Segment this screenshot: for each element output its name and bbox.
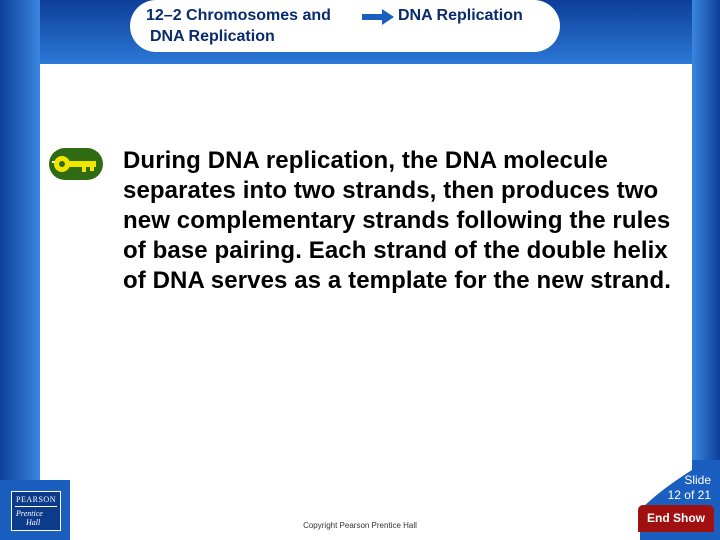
slide-number: 12 of 21	[667, 488, 711, 502]
slide-body-text: During DNA replication, the DNA molecule separates into two strands, then produces two new complementary strands following the rules of base pairing. Each strand of the double helix of DNA serves as a template for the new strand.	[123, 147, 671, 294]
chapter-title	[146, 5, 366, 47]
logo-divider	[15, 506, 57, 507]
section-title: DNA Replication	[398, 7, 523, 24]
logo-pearson-text: PEARSON	[16, 495, 56, 504]
copyright-notice: Copyright Pearson Prentice Hall	[303, 521, 417, 530]
logo-prentice-text: Prentice	[16, 509, 43, 518]
end-show-button[interactable]: End Show	[638, 505, 714, 532]
chapter-title-line2: DNA Replication	[150, 28, 275, 45]
right-arrow-icon	[361, 9, 395, 25]
slide-counter	[655, 473, 711, 503]
key-icon	[48, 147, 104, 181]
chapter-title-line1: 12–2 Chromosomes and	[146, 7, 331, 24]
logo-hall-text: Hall	[26, 518, 41, 527]
slide-label: Slide	[684, 473, 711, 487]
pearson-prentice-hall-logo	[11, 491, 61, 531]
